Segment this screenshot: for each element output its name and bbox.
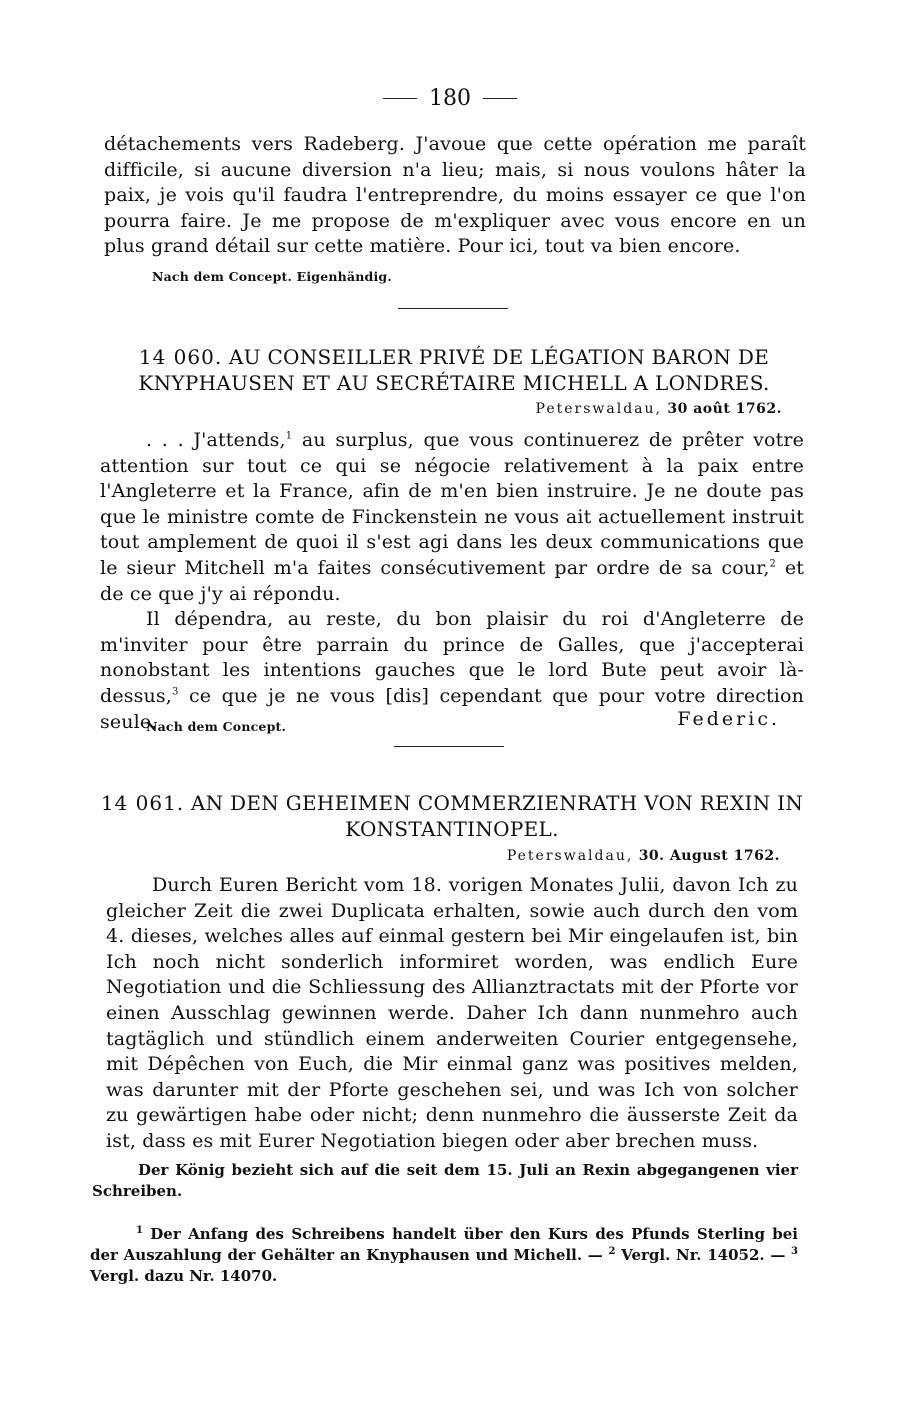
footnote-ref-3: 3	[172, 686, 179, 698]
letter-14060-p1-part-c: et de ce que j'y ai répondu.	[100, 556, 804, 605]
letter-14060-heading-text: AU CONSEILLER PRIVÉ DE LÉGATION BARON DE KNYPHAUSEN ET AU SECRÉTAIRE MICHELL A LONDRES.	[138, 345, 770, 395]
intro-block	[104, 132, 806, 260]
letter-14060-body	[100, 428, 804, 735]
letter-14060-date: 30 août 1762.	[667, 401, 782, 417]
letter-14061-number: 14 061.	[100, 791, 185, 815]
footnote-ref-2: 2	[769, 558, 777, 570]
letter-14060-source-block	[146, 716, 446, 735]
letter-14061-body	[106, 873, 798, 1155]
intro-source-block	[152, 266, 552, 285]
letter-14060-p2-part-a: Il dépendra, au reste, du bon plaisir du roi d'Angleterre de m'inviter pour être parrain du prince de Galles, que j'accepterai nonobstant les intentions gauches que le lord Bute peut avoir là-dessus,	[100, 608, 804, 707]
letter-14060-place: Peterswaldau,	[535, 401, 662, 417]
footnotes-block	[90, 1224, 798, 1287]
letter-14060-signature: Federic.	[677, 708, 780, 730]
letter-14060-p2-part-b: ce que je ne vous [dis] cependant que pour votre direction seule.	[100, 684, 804, 733]
letter-14061-heading	[100, 790, 804, 842]
page-number-right-rule	[483, 98, 517, 99]
letter-14061-dateline	[507, 848, 780, 864]
letter-14060-number: 14 060.	[138, 345, 223, 369]
intro-source-note: Nach dem Concept. Eigenhändig.	[152, 269, 392, 284]
footnote-1-text: Der Anfang des Schreibens handelt über den Kurs des Pfunds Sterling bei der Auszahlung der Gehälter an Knyphausen und Michell. —	[90, 1225, 798, 1264]
letter-14060-p1-part-b: au surplus, que vous continuerez de prêter votre attention sur tout ce qui se négocie relativement à la paix entre l'Angleterre et la France, afin de m'en bien instruire. Je ne doute pas que le ministre comte de Finckenstein ne vous ait actuellement instruit tout amplement de quoi il s'est agi dans les deux communications que le sieur Mitchell m'a faites consécutivement par ordre de sa cour,	[100, 429, 804, 579]
letter-14061-note-block	[92, 1160, 798, 1202]
letter-14061-editor-note: Der König bezieht sich auf die seit dem 15. Juli an Rexin abgegangenen vier Schreiben.	[92, 1161, 798, 1200]
letter-14061-paragraph: Durch Euren Bericht vom 18. vorigen Monates Julii, davon Ich zu gleicher Zeit die zwei Duplicata erhalten, sowie auch durch den vom 4. dieses, welches alles auf einmal gestern bei Mir eingelaufen ist, bin Ich noch nicht sonderlich informiret worden, was endlich Eure Negotiation und die Schliessung des Allianztractats mit der Pforte vor einen Ausschlag gewinnen werde. Daher Ich dann nunmehro auch tagtäglich und stündlich einem anderweiten Courier entgegensehe, mit Dépêchen von Euch, die Mir einmal ganz was positives melden, was darunter mit der Pforte geschehen sei, und was Ich von solcher zu gewärtigen habe oder nicht; denn nunmehro die äusserste Zeit da ist, dass es mit Eurer Negotiation biegen oder aber brechen muss.	[106, 874, 798, 1152]
page-number-text: 180	[429, 86, 471, 111]
letter-14060-p1-part-a: . . . J'attends,	[146, 429, 286, 451]
letter-14060-heading	[104, 344, 804, 396]
footnote-ref-1: 1	[285, 430, 293, 442]
footnotes-text	[90, 1224, 798, 1287]
letter-14060-source-note: Nach dem Concept.	[146, 719, 287, 734]
letter-14061-heading-text: AN DEN GEHEIMEN COMMERZIENRATH VON REXIN IN KONSTANTINOPEL.	[190, 791, 804, 841]
footnote-3-text: Vergl. dazu Nr. 14070.	[90, 1267, 278, 1285]
separator-rule-1	[398, 308, 508, 309]
letter-14061-date: 30. August 1762.	[638, 848, 780, 864]
footnote-mark-1: 1	[136, 1225, 143, 1236]
letter-14060-dateline	[536, 401, 782, 417]
letter-14061-place: Peterswaldau,	[506, 848, 634, 864]
page-number	[0, 86, 900, 111]
footnote-mark-3: 3	[791, 1246, 798, 1257]
intro-paragraph: détachements vers Radeberg. J'avoue que cette opération me paraît difficile, si aucune diversion n'a lieu; mais, si nous voulons hâter la paix, je vois qu'il faudra l'entreprendre, du moins essayer ce que l'on pourra faire. Je me propose de m'expliquer avec vous encore en un plus grand détail sur cette matière. Pour ici, tout va bien encore.	[104, 133, 806, 258]
footnote-mark-2: 2	[608, 1246, 616, 1257]
footnote-2-text: Vergl. Nr. 14052. —	[615, 1246, 792, 1264]
page-number-left-rule	[383, 98, 417, 99]
separator-rule-2	[394, 746, 504, 747]
letter-14060-paragraph-1	[100, 428, 804, 607]
